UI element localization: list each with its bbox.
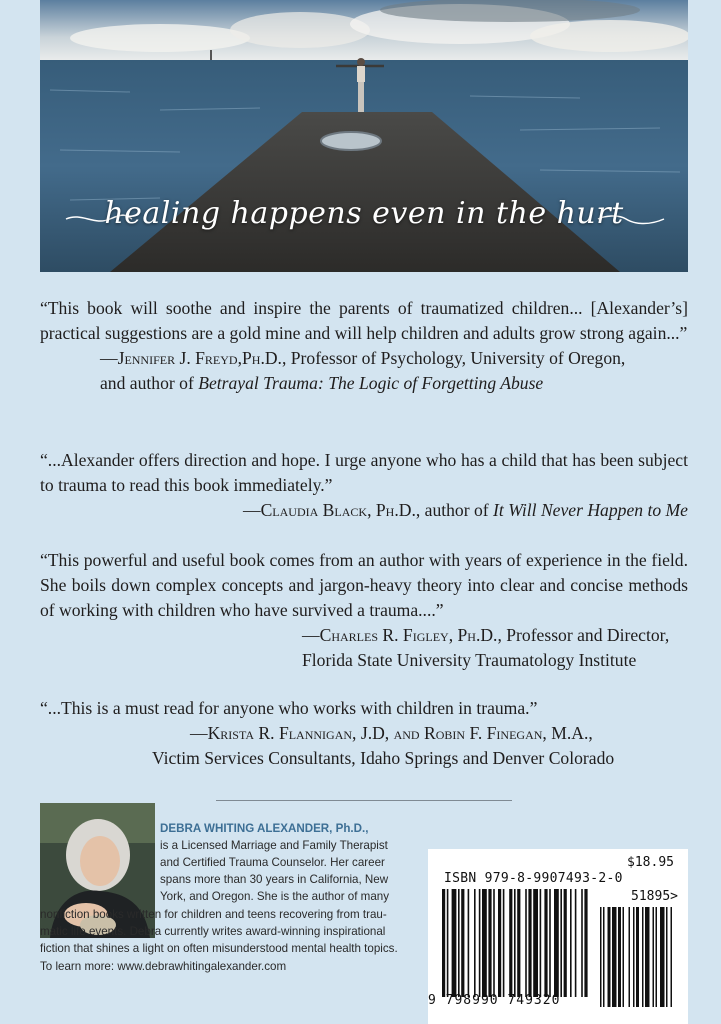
bio-line: spans more than 30 years in California, New	[160, 873, 389, 886]
bio-line: and Certified Trauma Counselor. Her career	[160, 856, 385, 869]
price-code-label: 51895>	[631, 889, 678, 904]
review-quote-4	[40, 696, 688, 771]
attribution-prefix: and author of	[100, 373, 199, 393]
reviewer-name: —Charles R. Figley, Ph.D.	[302, 625, 498, 645]
attribution-prefix: , author of	[415, 500, 494, 520]
quote-attribution-line-2: Victim Services Consultants, Idaho Springs and Denver Colorado	[152, 748, 615, 768]
reviewer-name: —Jennifer J. Freyd,Ph.D.	[100, 348, 282, 368]
book-title: Betrayal Trauma: The Logic of Forgetting Abuse	[198, 373, 544, 393]
barcode-number: 9 798990 749320	[428, 993, 561, 1008]
isbn-label: ISBN 979-8-9907493-2-0	[444, 871, 623, 886]
author-name: DEBRA WHITING ALEXANDER, Ph.D.,	[160, 822, 369, 835]
quote-attribution	[40, 346, 688, 371]
bio-line: York, and Oregon. She is the author of many	[160, 890, 390, 903]
bio-line: nonfiction books written for children and teens recovering from trau-	[40, 908, 387, 921]
reviewer-name: —Claudia Black, Ph.D.	[242, 500, 416, 520]
reviewer-title: , Professor and Director,	[497, 625, 670, 645]
quote-text: “...This is a must read for anyone who works with children in trauma.”	[40, 698, 538, 718]
quote-attribution	[40, 623, 688, 648]
bio-line: fiction that shines a light on often misunderstood mental health topics.	[40, 942, 398, 955]
book-title: It Will Never Happen to Me	[493, 500, 688, 520]
review-quote-3	[40, 548, 688, 673]
isbn-barcode-block	[428, 849, 688, 1024]
reviewer-name: —Krista R. Flannigan, J.D, and Robin F. Finegan, M.A.	[190, 723, 589, 743]
quote-text: “This book will soothe and inspire the parents of traumatized children... [Alexander’s] practical suggestions are a gold mine and will help children and adults grow strong again...”	[40, 298, 688, 343]
review-quote-1	[40, 296, 688, 396]
cover-tagline: healing happens even in the hurt	[104, 196, 624, 231]
bio-line: is a Licensed Marriage and Family Therapist	[160, 839, 388, 852]
bio-line: matic life events. Debra currently writes award-winning inspirational	[40, 925, 386, 938]
quote-text: “...Alexander offers direction and hope. I urge anyone who has a child that has been subject to trauma to read this book immediately.”	[40, 450, 688, 495]
quote-attribution	[40, 498, 688, 523]
seascape-image	[40, 0, 688, 272]
price-label: $18.95	[627, 855, 674, 870]
quote-attribution	[40, 721, 688, 746]
section-divider	[216, 800, 512, 801]
cover-photo	[40, 0, 688, 272]
reviewer-title: , Professor of Psychology, University of Oregon,	[281, 348, 626, 368]
quote-text: “This powerful and useful book comes from an author with years of experience in the field. She boils down complex concepts and jargon-heavy theory into clear and concise methods of working with children who have survived a trauma....”	[40, 550, 688, 620]
bio-website: To learn more: www.debrawhitingalexander.com	[40, 960, 287, 973]
review-quote-2	[40, 448, 688, 523]
quote-attribution-line-2: Florida State University Traumatology Institute	[302, 650, 637, 670]
quote-attribution-line-2	[40, 371, 688, 396]
reviewer-title: ,	[588, 723, 593, 743]
